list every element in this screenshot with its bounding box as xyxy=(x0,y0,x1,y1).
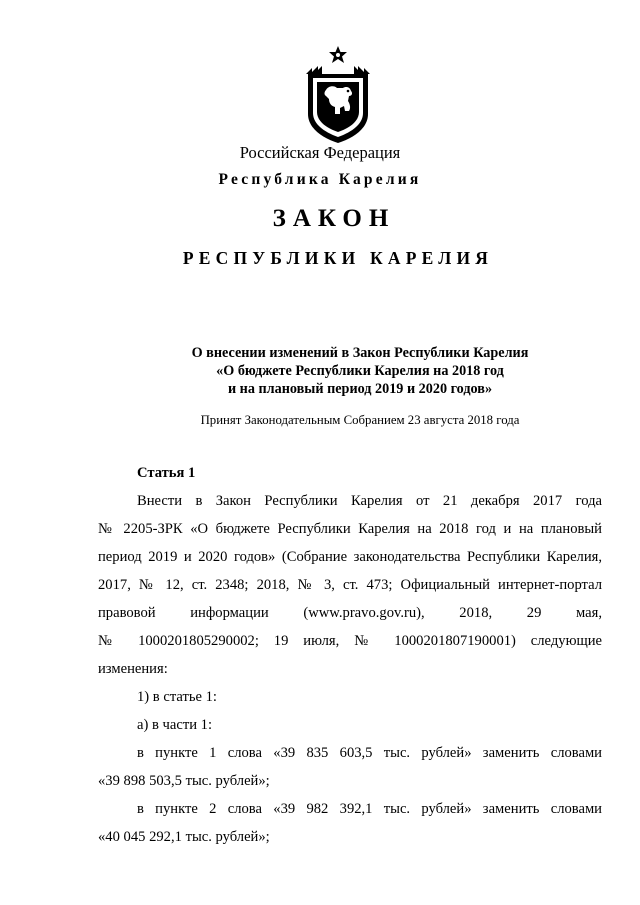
federation-name: Российская Федерация xyxy=(239,143,401,162)
paragraph-line-text: период 2019 и 2020 годов» (Собрание законодательства Республики Карелия, xyxy=(98,549,602,565)
paragraph-line-text: Внести в Закон Республики Карелия от 21 декабря 2017 года xyxy=(137,493,602,509)
paragraph-line-text: правовой информации (www.pravo.gov.ru), 2018, 29 мая, xyxy=(98,605,602,621)
law-subtitle: РЕСПУБЛИКИ КАРЕЛИЯ xyxy=(182,248,494,268)
paragraph-line xyxy=(98,599,602,627)
paragraph-line xyxy=(98,515,602,543)
paragraph-line xyxy=(98,627,602,655)
paragraph-line-text: изменения: xyxy=(98,661,168,677)
adoption-note: Принят Законодательным Собранием 23 августа 2018 года xyxy=(200,413,520,427)
paragraph-line xyxy=(98,571,602,599)
paragraph-line-text: № 1000201805290002; 19 июля, № 1000201807190001) следующие xyxy=(98,633,602,649)
document-title xyxy=(120,344,600,398)
paragraph-line-text: в пункте 1 слова «39 835 603,5 тыс. рублей» заменить словами xyxy=(137,745,602,761)
paragraph-line: «39 898 503,5 тыс. рублей»; xyxy=(98,773,270,789)
karelia-coat-of-arms-icon xyxy=(296,44,380,144)
paragraph-line xyxy=(98,655,602,683)
item-1a-line: а) в части 1: xyxy=(137,717,213,733)
law-title: ЗАКОН xyxy=(272,205,396,232)
document-title-line: О внесении изменений в Закон Республики Карелия xyxy=(191,345,529,361)
paragraph-line xyxy=(98,543,602,571)
article-heading: Статья 1 xyxy=(137,465,196,481)
point-2-paragraph xyxy=(98,795,602,851)
item-1-line: 1) в статье 1: xyxy=(137,689,217,705)
paragraph-line xyxy=(98,487,602,515)
document-title-line: и на плановый период 2019 и 2020 годов» xyxy=(227,381,493,397)
article-intro-paragraph xyxy=(98,487,602,683)
point-1-paragraph xyxy=(98,739,602,795)
paragraph-line-text: 2017, № 12, ст. 2348; 2018, № 3, ст. 473; Официальный интернет-портал xyxy=(98,577,602,593)
document-title-line: «О бюджете Республики Карелия на 2018 год xyxy=(216,363,504,379)
paragraph-line-text: в пункте 2 слова «39 982 392,1 тыс. рублей» заменить словами xyxy=(137,801,602,817)
item-1 xyxy=(98,683,602,711)
item-1a xyxy=(98,711,602,739)
paragraph-line: «40 045 292,1 тыс. рублей»; xyxy=(98,829,270,845)
republic-name: Республика Карелия xyxy=(218,171,422,188)
paragraph-line xyxy=(98,795,602,823)
paragraph-line-text: № 2205-ЗРК «О бюджете Республики Карелия на 2018 год и на плановый xyxy=(98,521,602,537)
paragraph-line xyxy=(98,739,602,767)
